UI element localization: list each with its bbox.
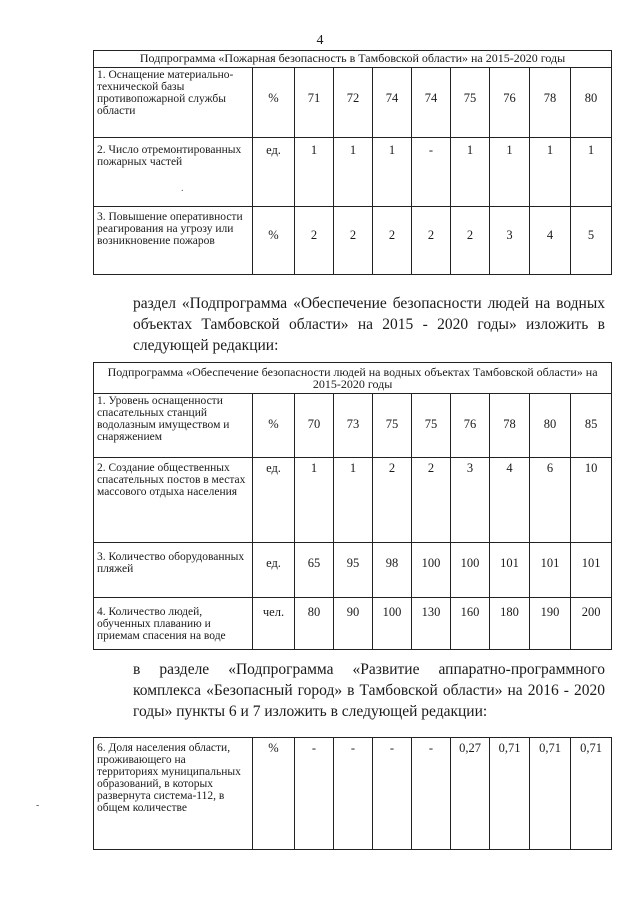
- row-unit: ед.: [253, 138, 295, 207]
- cell-value: 85: [571, 394, 612, 458]
- cell-value: 130: [412, 598, 451, 650]
- row-label: 1. Уровень оснащенности спасательных станций водолазным имуществом и снаряжением: [94, 394, 253, 458]
- cell-value: 1: [334, 458, 373, 543]
- cell-value: -: [412, 738, 451, 850]
- cell-value: 1: [451, 138, 490, 207]
- cell-value: 90: [334, 598, 373, 650]
- cell-value: 74: [412, 68, 451, 138]
- table-header: Подпрограмма «Пожарная безопасность в Тамбовской области» на 2015-2020 годы: [94, 51, 612, 68]
- cell-value: 100: [451, 543, 490, 598]
- table-header: Подпрограмма «Обеспечение безопасности людей на водных объектах Тамбовской области» на 2015-2020 годы: [94, 363, 612, 394]
- row-label: 6. Доля населения области, проживающего на территориях муниципальных образований, в которых развернута система-112, в общем количестве: [94, 738, 253, 850]
- cell-value: 3: [451, 458, 490, 543]
- row-label: 2. Создание общественных спасательных постов в местах массового отдыха населения: [94, 458, 253, 543]
- row-unit: ед.: [253, 458, 295, 543]
- amendment-paragraph-2: [95, 659, 605, 722]
- cell-value: 4: [530, 207, 571, 275]
- table-row: [94, 138, 612, 207]
- fire-safety-table: [93, 50, 612, 275]
- cell-value: 101: [571, 543, 612, 598]
- cell-value: 6: [530, 458, 571, 543]
- cell-value: 78: [530, 68, 571, 138]
- cell-value: 2: [412, 458, 451, 543]
- cell-value: -: [412, 138, 451, 207]
- cell-value: 2: [373, 207, 412, 275]
- amendment-paragraph-1: [95, 293, 605, 356]
- cell-value: 75: [451, 68, 490, 138]
- cell-value: 1: [373, 138, 412, 207]
- cell-value: 200: [571, 598, 612, 650]
- cell-value: 2: [295, 207, 334, 275]
- cell-value: 2: [334, 207, 373, 275]
- paragraph-text: в разделе «Подпрограмма «Развитие аппаратно-программного комплекса «Безопасный город» в Тамбовской области» на 2016 - 2020 годы» пункты 6 и 7 изложить в следующей редакции:: [133, 661, 605, 720]
- table-row: [94, 458, 612, 543]
- cell-value: 74: [373, 68, 412, 138]
- cell-value: 65: [295, 543, 334, 598]
- cell-value: 75: [373, 394, 412, 458]
- cell-value: 100: [412, 543, 451, 598]
- cell-value: 101: [490, 543, 530, 598]
- cell-value: 1: [295, 458, 334, 543]
- cell-value: 2: [412, 207, 451, 275]
- row-label: 3. Количество оборудованных пляжей: [94, 543, 253, 598]
- cell-value: -: [334, 738, 373, 850]
- cell-value: 0,27: [451, 738, 490, 850]
- scan-speck: .: [181, 183, 184, 194]
- table-row: [94, 68, 612, 138]
- cell-value: 3: [490, 207, 530, 275]
- cell-value: 2: [373, 458, 412, 543]
- row-label: 4. Количество людей, обученных плаванию и приемам спасения на воде: [94, 598, 253, 650]
- cell-value: 0,71: [571, 738, 612, 850]
- cell-value: 78: [490, 394, 530, 458]
- table-row: [94, 738, 612, 850]
- table-row: [94, 394, 612, 458]
- paragraph-text: раздел «Подпрограмма «Обеспечение безопасности людей на водных объектах Тамбовской области» на 2015 - 2020 годы» изложить в следующей редакции:: [133, 295, 605, 354]
- cell-value: 76: [451, 394, 490, 458]
- cell-value: 80: [571, 68, 612, 138]
- cell-value: 160: [451, 598, 490, 650]
- safe-city-table: [93, 737, 612, 850]
- cell-value: 1: [490, 138, 530, 207]
- cell-value: 95: [334, 543, 373, 598]
- cell-value: 0,71: [530, 738, 571, 850]
- cell-value: 98: [373, 543, 412, 598]
- row-unit: ед.: [253, 543, 295, 598]
- cell-value: 0,71: [490, 738, 530, 850]
- cell-value: 1: [334, 138, 373, 207]
- cell-value: 71: [295, 68, 334, 138]
- row-label: 1. Оснащение материально-технической базы противопожарной службы области: [94, 68, 253, 138]
- row-unit: %: [253, 207, 295, 275]
- page-number: 4: [316, 33, 324, 48]
- row-unit: чел.: [253, 598, 295, 650]
- cell-value: 190: [530, 598, 571, 650]
- cell-value: 10: [571, 458, 612, 543]
- water-safety-table: [93, 362, 612, 650]
- cell-value: 1: [295, 138, 334, 207]
- row-label: 3. Повышение оперативности реагирования на угрозу или возникновение пожаров: [94, 207, 253, 275]
- cell-value: 73: [334, 394, 373, 458]
- row-label: 2. Число отремонтированных пожарных частей: [94, 138, 253, 207]
- table-row: [94, 207, 612, 275]
- cell-value: -: [295, 738, 334, 850]
- cell-value: 100: [373, 598, 412, 650]
- table-row: [94, 543, 612, 598]
- cell-value: 101: [530, 543, 571, 598]
- cell-value: 72: [334, 68, 373, 138]
- cell-value: 4: [490, 458, 530, 543]
- scan-speck: -: [36, 800, 40, 811]
- row-unit: %: [253, 68, 295, 138]
- cell-value: 180: [490, 598, 530, 650]
- cell-value: 1: [530, 138, 571, 207]
- cell-value: 2: [451, 207, 490, 275]
- cell-value: 76: [490, 68, 530, 138]
- cell-value: 80: [530, 394, 571, 458]
- cell-value: 80: [295, 598, 334, 650]
- cell-value: 75: [412, 394, 451, 458]
- cell-value: 70: [295, 394, 334, 458]
- cell-value: 1: [571, 138, 612, 207]
- row-unit: %: [253, 394, 295, 458]
- cell-value: 5: [571, 207, 612, 275]
- table-row: [94, 598, 612, 650]
- cell-value: -: [373, 738, 412, 850]
- row-unit: %: [253, 738, 295, 850]
